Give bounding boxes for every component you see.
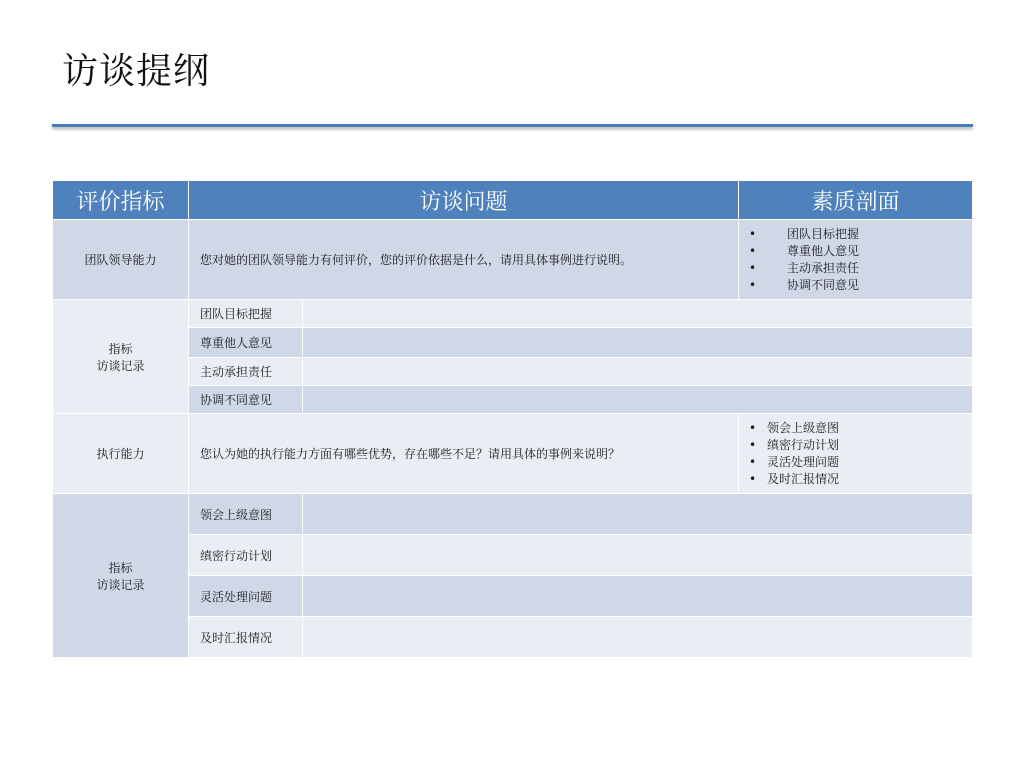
indicator-row: [53, 414, 973, 494]
record-indicator-label: 尊重他人意见: [189, 328, 303, 358]
record-indicator-label: 灵活处理问题: [189, 576, 303, 617]
record-row: [53, 300, 973, 328]
record-section-label: 指标 访谈记录: [53, 300, 189, 414]
record-input-area[interactable]: [303, 494, 973, 535]
profile-item: • 灵活处理问题: [749, 454, 840, 469]
profile-list: [739, 220, 973, 300]
profile-item: • 主动承担责任: [749, 260, 860, 275]
indicator-name: 执行能力: [53, 414, 189, 494]
record-indicator-label: 协调不同意见: [189, 386, 303, 414]
record-indicator-label: 及时汇报情况: [189, 617, 303, 658]
record-indicator-label: 主动承担责任: [189, 358, 303, 386]
record-indicator-label: 领会上级意图: [189, 494, 303, 535]
record-input-area[interactable]: [303, 386, 973, 414]
header-profile: 素质剖面: [739, 181, 973, 220]
header-indicator: 评价指标: [53, 181, 189, 220]
interview-question: 您对她的团队领导能力有何评价，您的评价依据是什么，请用具体事例进行说明。: [189, 220, 739, 300]
record-input-area[interactable]: [303, 300, 973, 328]
profile-item: • 领会上级意图: [749, 420, 840, 435]
profile-item: • 团队目标把握: [749, 226, 860, 241]
record-indicator-label: 团队目标把握: [189, 300, 303, 328]
record-row: [53, 494, 973, 535]
record-row: [53, 576, 973, 617]
page-title: 访谈提纲: [62, 51, 211, 92]
interview-question: 您认为她的执行能力方面有哪些优势，存在哪些不足？请用具体的事例来说明？: [189, 414, 739, 494]
record-section-label: 指标 访谈记录: [53, 494, 189, 658]
record-row: [53, 328, 973, 358]
profile-item: • 缜密行动计划: [749, 437, 840, 452]
record-input-area[interactable]: [303, 328, 973, 358]
title-divider: [52, 124, 973, 127]
interview-outline-table: [52, 180, 973, 658]
record-row: [53, 358, 973, 386]
indicator-name: 团队领导能力: [53, 220, 189, 300]
record-input-area[interactable]: [303, 617, 973, 658]
record-row: [53, 386, 973, 414]
profile-item: • 尊重他人意见: [749, 243, 860, 258]
profile-item: • 及时汇报情况: [749, 471, 840, 486]
record-input-area[interactable]: [303, 535, 973, 576]
record-input-area[interactable]: [303, 576, 973, 617]
record-input-area[interactable]: [303, 358, 973, 386]
profile-item: • 协调不同意见: [749, 277, 860, 292]
profile-list: [739, 414, 973, 494]
header-question: 访谈问题: [189, 181, 739, 220]
indicator-row: [53, 220, 973, 300]
record-indicator-label: 缜密行动计划: [189, 535, 303, 576]
header-row: [53, 181, 973, 220]
record-row: [53, 617, 973, 658]
record-row: [53, 535, 973, 576]
